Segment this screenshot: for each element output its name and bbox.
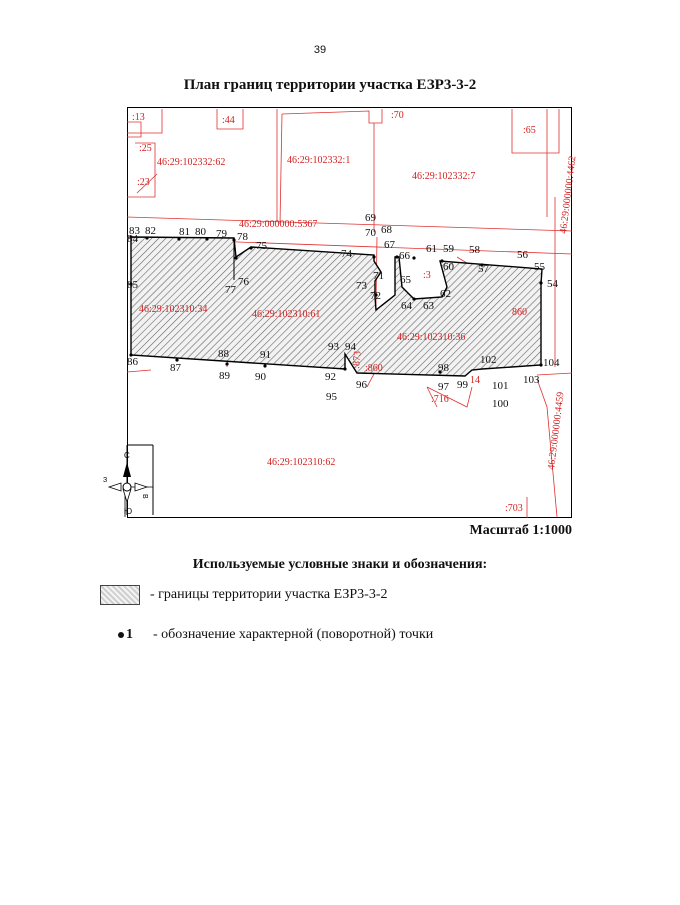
parcel-label: :44	[222, 115, 235, 126]
parcel-label: 860	[512, 307, 527, 318]
legend-boundary-row	[100, 585, 387, 605]
point-label: 89	[219, 370, 230, 382]
point-label: 103	[523, 374, 540, 386]
point-label: 54	[547, 278, 558, 290]
compass-north: С	[124, 451, 130, 460]
point-label: 104	[543, 357, 560, 369]
parcel-label: :860	[365, 363, 383, 374]
point-label: 99	[457, 379, 468, 391]
parcel-label: :13	[132, 112, 145, 123]
legend-point-text: - обозначение характерной (поворотной) точки	[153, 627, 434, 642]
point-label: 82	[145, 225, 156, 237]
point-label: 85	[127, 279, 138, 291]
point-label: 75	[256, 240, 267, 252]
parcel-label: :703	[505, 503, 523, 514]
point-label: 87	[170, 362, 181, 374]
compass-east: В	[141, 494, 148, 499]
boundary-swatch	[100, 585, 140, 605]
point-label: 79	[216, 228, 227, 240]
point-label: 97	[438, 381, 449, 393]
point-label: 80	[195, 226, 206, 238]
parcel-label: 46:29:102310:34	[139, 304, 208, 315]
parcel-label: :65	[523, 125, 536, 136]
point-label: 93	[328, 341, 339, 353]
point-label: 96	[356, 379, 367, 391]
point-label: 72	[370, 290, 381, 302]
point-label: 78	[237, 231, 248, 243]
map-scale: Масштаб 1:1000	[469, 523, 572, 538]
parcel-label: 46:29:102310:62	[267, 457, 336, 468]
point-label: 58	[469, 244, 480, 256]
point-label: 101	[492, 380, 509, 392]
parcel-label: :70	[391, 110, 404, 121]
point-label: 102	[480, 354, 497, 366]
parcel-label: 46:29:102332:62	[157, 157, 226, 168]
point-label: 65	[400, 274, 411, 286]
parcel-label: 46:29:102332:7	[412, 171, 476, 182]
point-symbol-dot	[118, 632, 124, 638]
point-label: 62	[440, 288, 451, 300]
point-label: 61	[426, 243, 437, 255]
point-label: 100	[492, 398, 509, 410]
parcel-label: 46:29:000000:4459	[546, 391, 567, 471]
point-label: 56	[517, 249, 528, 261]
parcel-label: :873	[351, 350, 364, 370]
point-label: 81	[179, 226, 190, 238]
point-label: 74	[341, 248, 352, 260]
parcel-label: 14	[470, 375, 480, 386]
point-label: 70	[365, 227, 376, 239]
point-label: 83	[129, 225, 140, 237]
parcel-label: :23	[137, 177, 150, 188]
page-number: 39	[313, 44, 327, 56]
parcel-label: 46:29:102332:1	[287, 155, 351, 166]
point-label: 64	[401, 300, 412, 312]
point-label: 91	[260, 349, 271, 361]
point-label: 73	[356, 280, 367, 292]
parcel-label: :25	[139, 143, 152, 154]
point-label: 60	[443, 261, 454, 273]
point-label: 66	[399, 250, 410, 262]
point-label: 94	[345, 341, 356, 353]
point-label: 63	[423, 300, 434, 312]
legend-boundary-text: - границы территории участка ЕЗР3-3-2	[150, 587, 388, 602]
page-title: План границ территории участка ЕЗР3-3-2	[183, 77, 477, 93]
parcel-label: 46:29:000000:4462	[558, 155, 579, 235]
parcel-label: 46:29:000000:5367	[239, 219, 318, 230]
parcel-label: 46:29:102310:61	[252, 309, 321, 320]
legend-title: Используемые условные знаки и обозначения:	[192, 557, 488, 572]
legend-point-symbol: 1	[126, 627, 133, 642]
point-label: 86	[127, 356, 138, 368]
point-label: 59	[443, 243, 454, 255]
point-label: 77	[225, 284, 236, 296]
point-label: 71	[373, 270, 384, 282]
parcel-label: 46:29:102310:36	[397, 332, 466, 343]
point-label: 76	[238, 276, 249, 288]
point-label: 88	[218, 348, 229, 360]
point-label: 92	[325, 371, 336, 383]
parcel-label: :3	[423, 270, 431, 281]
point-label: 68	[381, 224, 392, 236]
legend-point-row	[102, 627, 433, 643]
territory-plan-map	[103, 107, 579, 518]
point-label: 90	[255, 371, 266, 383]
point-label: 98	[438, 362, 449, 374]
point-label: 84	[127, 233, 138, 245]
point-label: 69	[365, 212, 376, 224]
compass-south: Ю	[124, 507, 133, 516]
point-label: 67	[384, 239, 395, 251]
point-label: 57	[478, 263, 489, 275]
point-label: 95	[326, 391, 337, 403]
parcel-label: :716	[431, 394, 449, 405]
point-label: 55	[534, 261, 545, 273]
compass-west: З	[103, 477, 108, 484]
